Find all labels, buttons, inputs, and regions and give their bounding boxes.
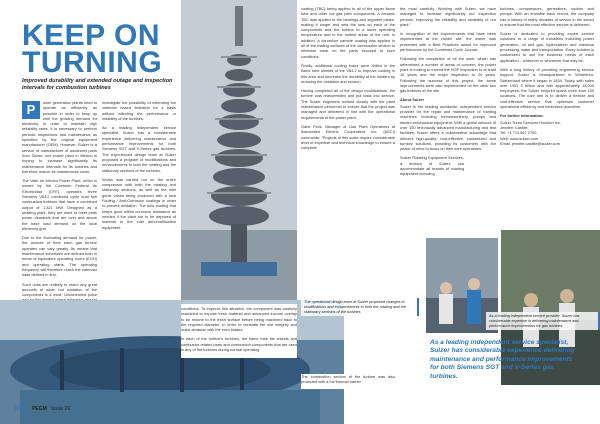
paragraph: As a leading independent service specialist, Sulzer has a considerable experience delivering maintenance and performance improvements for both Siemens SGT and V-Series gas turbines. The experienced design team at Sulzer proposed a program of modifications and enhancements to both the rotating and the stationary sections of the turbines. [102,125,176,173]
paragraph: The combustion section of the turbine was also protected with a full thermal barrier [301,374,395,385]
body-column-4 [400,6,496,181]
article-title [22,19,192,79]
body-column-5 [500,6,594,150]
page-footer [14,405,70,412]
section-heading: About Sulzer [400,97,424,103]
paragraph: conditions. To improve this situation, the component was carefully machined to expose fresh material and advanced inconel overlay to be redone to the fresh surface before being machined back to the required diameter. In order to reinstate the slot integrity and resist abrasion with the rotor blades. [181,306,297,333]
photo-caption-main: The operational design team at Sulzer proposed changes to modifications and enhancements to both the rotating and the stationary sections of the turbines [301,298,419,316]
paragraph: The Valle de Mexico Power Plant, which is owned by the Comisión Federal de Electricidad (CFE), operates three Siemens V84.2 combined cycle dual fuel combustion turbines that have a combined output of 1,321 MW. Designed as a peaking plant, they are used to meet peak power demands that are over and above the base load demand on the local electricity grid. [22,178,97,231]
section-heading: For further information: [500,113,544,119]
turbine-rotor-illustration [181,0,297,300]
body-column-3 [301,6,395,154]
paragraph: In each of the turbine's turbines, the flame tube tile shields and combustor-related parts and combustion components that are used in any of the turbines during normal operating [181,336,297,353]
paragraph: Having completed all of the design modifications, the turbine was reassembled and put back into service. The Sulzer engineers worked closely with the plant maintenance personnel to ensure that the project was managed and delivered in line with the operational requirements of the power plant. [301,88,395,120]
paragraph: Following the completion of all the work, which has determined a number of areas of concern, the power plant is looking to extend the HGP inspection to at least 10 years and the major inspection to 20 years. Following the success of this project, the same improvements were also implemented on the other two gas turbines at the site. [400,56,496,94]
paragraph: Such units are unlikely to reach any great amounts of wear, but oxidation of the components is a must. Uncontrolled pulse [22,281,97,298]
contact-details: Sulzer Turbo Services Houston Inc. Jennifer Castille Tel: +1 713 567 2700 Web: www.sulzer.com Email: jennifer.castille@sulzer.com [500,119,561,146]
paragraph: the most carefully. Working with Sulzer, we have managed to increase significantly our inspection periods, improving the reliability and durability of our plant." [400,6,496,27]
page-number: 108 [14,405,26,412]
article-subtitle: Improved durability and extended outage and inspection intervals for combustion turbines [22,78,173,91]
photo-caption-right: As a leading independent service provider, Sulzer has considerable expertise in delivering maintenance and performance improvements for gas turbines [486,312,600,330]
magazine-name: PEGM [32,406,47,412]
paragraph: turbines, compressors, generators, motors and pumps. With an enviable track record, the company has a history of many decades of service in the sector to ensure that the most effective service is delivered. [500,6,594,27]
paragraph: In recognition of the improvements that have been implemented at the Holdin site, the owner was presented with a Best Practices award for improved performance by the Combined Cycle Journal. [400,31,496,53]
paragraph: Sulzer Rotating Equipment Services, a division of Sulzer, can accommodate all brands of rotating equipment including [400,155,464,177]
paragraph: Finally, additional cooling holes were drilled in the flame tube shields of the V84.2 to improve cooling in this area and decrease the durability of the holders by reducing the oxidation and erosion. [301,62,395,84]
body-column-2 [102,100,176,234]
drop-cap: P [22,101,40,119]
paragraph: Gabe Feck, Manager of Gas Plant Operations at Associated Electric Cooperative Inc. (AECI) comments: "Projects of this scale require considerable level of expertise and technical knowledge to ensure a complete [301,123,395,151]
paragraph: Sulzer is the leading worldwide, independent service provider for the repair and maintenance of rotating machines including turbomachinery, pumps and electro-mechanical equipment. With a global network of over 150 technically advanced manufacturing and test facilities, Sulzer offers a collaborative advantage that delivers high-quality, cost-effective, customized and turnkey solutions, providing its customers with the peace of mind to focus on their core operations. [400,103,496,152]
body-column-3-continued [301,374,395,389]
pull-quote: As a leading independent service specialist, Sulzer has considerable experience delivering maintenance and performance improvements for both Siemens SGT and V-Series gas turbines. [430,339,575,380]
paragraph: Works was carried out on the entire compressor with both the rotating and stationary sections, as well as the inlet guide vanes being produced with a new Fouling / Anti-Corrosion coatings in order to prevent oxidation. The new coating that keeps good within corrosion resistance as needed if the plant not to be deprived of material to the inlet dehumidification equipment. [102,176,176,230]
paragraph: investigate the possibility of extending the calendar based limitation for a basis without affecting the performance or reliability of the turbines. [102,100,176,121]
paragraph: coating (TBC) being applied to all of the upper flame tube and other hot gas path components. A ceramic TBC was applied to the bearings and segment plates, making it longer and sets the seal on each of the components and the turbine to a lower operating temperature and in the hottest areas of the unit. In addition, a chromium carbide coating was applied to all of the mating surfaces of the combustion section to minimise wear on the parts exposed to such conditions. [301,6,395,59]
title-line-2: TURNING [22,46,163,79]
paragraph: With a long history of providing engineering service support, Sulzer is headquartered in Winterthur, Switzerland where it began in 1834. Today, with sales over USD 3 billion and with approximately 15,000 employees, the Sulzer footprint spans more than 150 locations. The core aim is to deliver a flexible and cost-effective service that optimises customer operational efficiency and minimises downtime. [500,66,594,110]
paragraph: P ower generation plants need to operate as efficiently as possible in order to keep up with the growing demand for electricity. In order to maintain high reliability rates, it is necessary to perform periodic inspections and maintenance as specified by the original equipment manufacturer (OEM). However, Sulzer is a service of manufacturer of advanced parts from Sulzer, one power plant in Mexico is hoping to increase significantly its maintenance intervals for its turbines and therefore reduce its maintenance costs. [22,100,97,174]
issue-label: Issue 26 [51,406,71,412]
title-line-1: KEEP ON [22,19,160,52]
body-column-2-continued [181,304,297,358]
paragraph: Sulzer is dedicated to providing expert service solutions to a range of industries including power generation, oil and gas, hydrocarbon and chemical processing, water and transportation. Every solution is customized to suit the business needs of each application – wherever or whenever that may be. [500,31,594,63]
paragraph: Due to the fluctuating demand for power, the amount of time each gas turbine operates can vary greatly. Its means that maintenance schedules are defined both in terms of equivalent operating hours (EOH) and operating starts. The operating frequency will therefore reach the calendar base defined in first. [22,235,97,278]
turbine-rotor-photo [181,0,297,300]
